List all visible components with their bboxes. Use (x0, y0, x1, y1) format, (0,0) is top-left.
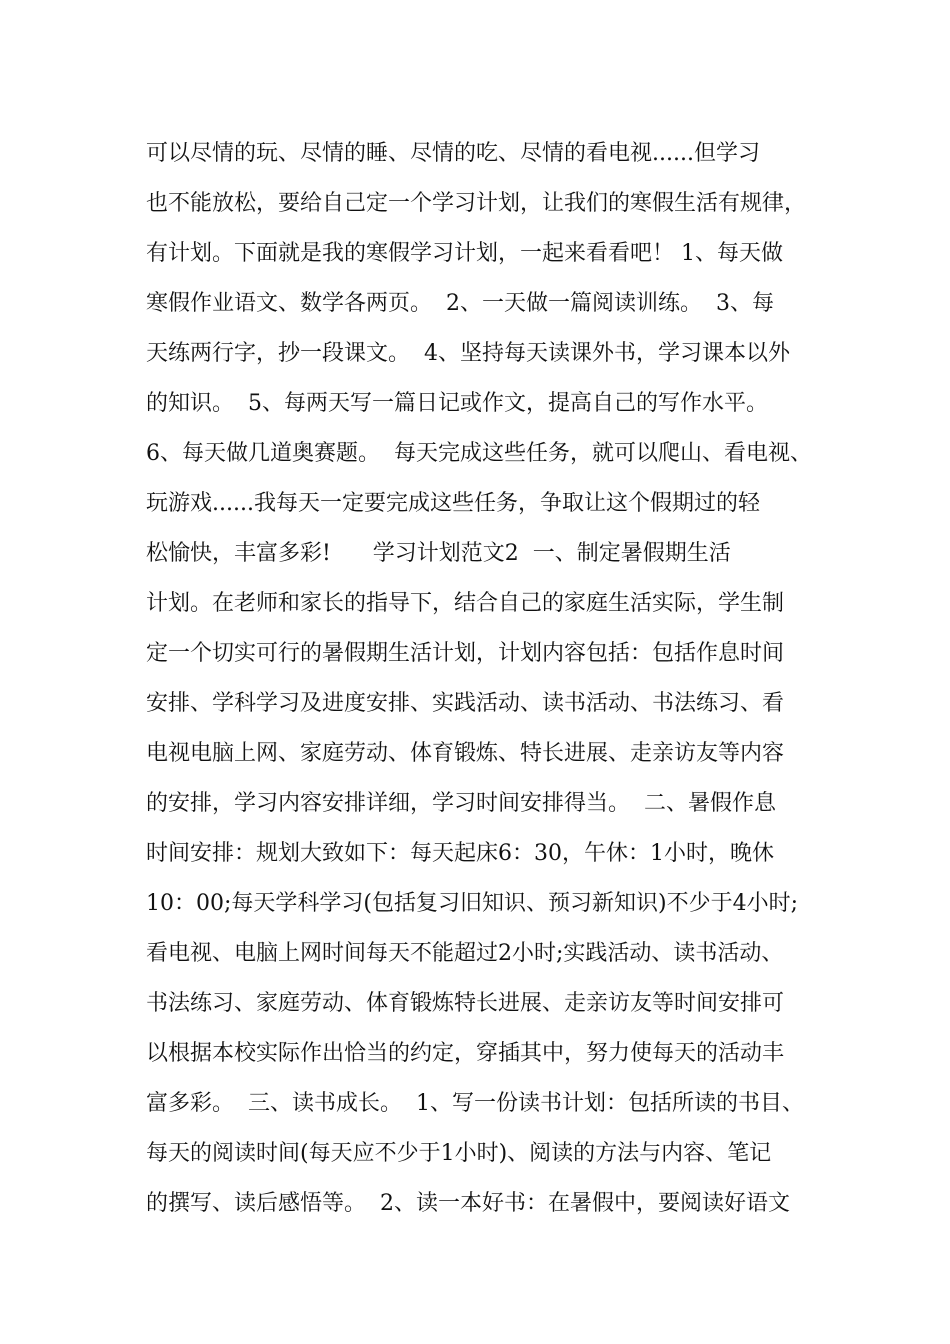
text-line: 的安排，学习内容安排详细，学习时间安排得当。 二、暑假作息 (146, 791, 776, 816)
text-line: 计划。在老师和家长的指导下，结合自己的家庭生活实际，学生制 (146, 591, 785, 616)
text-line: 的撰写、读后感悟等。 2、读一本好书：在暑假中，要阅读好语文 (146, 1191, 790, 1216)
text-line: 安排、学科学习及进度安排、实践活动、读书活动、书法练习、看 (146, 691, 785, 716)
body-text (146, 129, 836, 1229)
text-line: 时间安排：规划大致如下：每天起床6：30，午休：1小时，晚休 (146, 841, 774, 866)
text-line: 也不能放松，要给自己定一个学习计划，让我们的寒假生活有规律， (146, 191, 807, 216)
text-line: 可以尽情的玩、尽情的睡、尽情的吃、尽情的看电视......但学习 (146, 141, 760, 166)
text-line: 每天的阅读时间(每天应不少于1小时)、阅读的方法与内容、笔记 (146, 1141, 772, 1166)
text-line: 书法练习、家庭劳动、体育锻炼特长进展、走亲访友等时间安排可 (146, 991, 785, 1016)
text-line: 天练两行字，抄一段课文。 4、坚持每天读课外书，学习课本以外 (146, 341, 790, 366)
text-line: 10：00;每天学科学习(包括复习旧知识、预习新知识)不少于4小时; (146, 891, 798, 916)
text-line: 以根据本校实际作出恰当的约定，穿插其中，努力使每天的活动丰 (146, 1041, 785, 1066)
text-line: 寒假作业语文、数学各两页。 2、一天做一篇阅读训练。 3、每 (146, 291, 774, 316)
text-line: 定一个切实可行的暑假期生活计划，计划内容包括：包括作息时间 (146, 641, 785, 666)
text-line: 松愉快，丰富多彩! 学习计划范文2 一、制定暑假期生活 (146, 541, 731, 566)
text-line: 有计划。下面就是我的寒假学习计划，一起来看看吧！ 1、每天做 (146, 241, 783, 266)
text-line: 的知识。 5、每两天写一篇日记或作文，提高自己的写作水平。 (146, 391, 768, 416)
text-line: 电视电脑上网、家庭劳动、体育锻炼、特长进展、走亲访友等内容 (146, 741, 785, 766)
text-line: 看电视、电脑上网时间每天不能超过2小时;实践活动、读书活动、 (146, 941, 784, 966)
text-line: 玩游戏......我每天一定要完成这些任务，争取让这个假期过的轻 (146, 491, 760, 516)
text-line: 富多彩。 三、读书成长。 1、写一份读书计划：包括所读的书目、 (146, 1091, 804, 1116)
text-line: 6、每天做几道奥赛题。 每天完成这些任务，就可以爬山、看电视、 (146, 441, 812, 466)
